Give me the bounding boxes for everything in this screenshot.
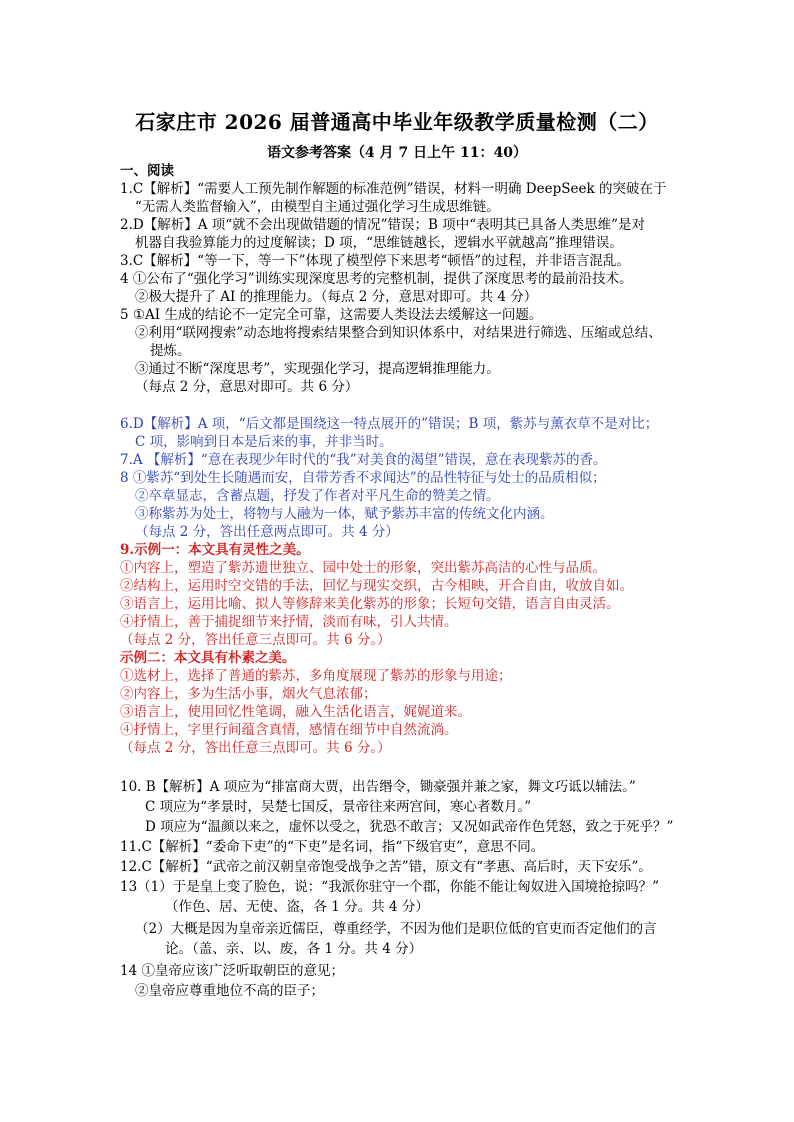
answer-q9-point2: ②结构上，运用时空交错的手法，回忆与现实交织，古今相映，开合自由，收放自如。 — [120, 578, 633, 594]
answer-q9-example1-heading: 9.示例一：本文具有灵性之美。 — [120, 542, 310, 558]
answer-q6-line2: C 项，影响到日本是后来的事，并非当时。 — [135, 434, 393, 450]
answer-q4-line2: ②极大提升了 AI 的推理能力。（每点 2 分，意思对即可。共 4 分） — [135, 289, 538, 305]
answer-q14-line2: ②皇帝应尊重地位不高的臣子； — [135, 983, 324, 999]
answer-q14-line1: 14 ①皇帝应该广泛听取朝臣的意见； — [120, 963, 344, 979]
answer-q10-line2: C 项应为“孝景时，吴楚七国反，景帝往来两宫间，寒心者数月。” — [145, 799, 532, 815]
answer-q9-point6: ②内容上，多为生活小事，烟火气息浓郁； — [120, 686, 377, 702]
answer-q9-point8: ④抒情上，字里行间蕴含真情，感情在细节中自然流淌。 — [120, 722, 458, 738]
answer-q5-line2: ②利用“联网搜索”动态地将搜索结果整合到知识体系中，对结果进行筛选、压缩或总结、 — [135, 325, 662, 341]
answer-q9-example2-heading: 示例二：本文具有朴素之美。 — [120, 650, 296, 666]
answer-q8-line1: 8 ①紫苏“到处生长随遇而安，自带芳香不求闻达”的品性特征与处士的品质相似； — [120, 470, 606, 486]
answer-q7: 7.A 【解析】“意在表现少年时代的“我”对美食的渴望”错误，意在表现紫苏的香。 — [120, 452, 607, 468]
answer-q10-line1: 10. B【解析】A 项应为“排富商大贾，出告缗令，锄豪强并兼之家，舞文巧诋以辅法。” — [120, 779, 636, 795]
answer-q6-line1: 6.D【解析】A 项，“后文都是围绕这一特点展开的”错误；B 项，紫苏与薰衣草不是对比； — [120, 416, 659, 432]
answer-q12: 12.C【解析】“武帝之前汉朝皇帝饱受战争之苦”错，原文有“孝惠、高后时，天下安乐”。 — [120, 859, 652, 875]
answer-q11: 11.C【解析】“委命下吏”的“下吏”是名词，指“下级官吏”，意思不同。 — [120, 839, 545, 855]
answer-q5-line1: 5 ①AI 生成的结论不一定完全可靠，这需要人类设法去缓解这一问题。 — [120, 307, 543, 323]
page-subtitle: 语文参考答案（4 月 7 日上午 11：40） — [267, 145, 527, 161]
answer-q13-part2: （2）大概是因为皇帝亲近儒臣，尊重经学，不因为他们是职位低的官吏而否定他们的言 — [135, 921, 657, 937]
answer-q4-line1: 4 ①公布了“强化学习”训练实现深度思考的完整机制，提供了深度思考的最前沿技术。 — [120, 271, 633, 287]
answer-q10-line3: D 项应为“温颜以来之，虚怀以受之，犹恐不敢言；又况如武帝作色凭怒，致之于死乎？” — [145, 819, 674, 835]
answer-q9-point3: ③语言上，运用比喻、拟人等修辞来美化紫苏的形象；长短句交错，语言自由灵活。 — [120, 596, 620, 612]
answer-q1-line2: “无需人类监督输入”，由模型自主通过强化学习生成思维链。 — [135, 199, 500, 215]
answer-q8-scoring: （每点 2 分，答出任意两点即可。共 4 分） — [135, 524, 399, 540]
answer-q5-line4: ③通过不断“深度思考”，实现强化学习，提高逻辑推理能力。 — [135, 361, 500, 377]
answer-q3: 3.C【解析】“等一下，等一下”体现了模型停下来思考“顿悟”的过程，并非语言混乱。 — [120, 253, 630, 269]
answer-q9-point5: ①选材上，选择了普通的紫苏，多角度展现了紫苏的形象与用途； — [120, 668, 512, 684]
answer-q9-point1: ①内容上，塑造了紫苏遗世独立、园中处士的形象，突出紫苏高洁的心性与品质。 — [120, 560, 606, 576]
answer-q13-part1-scoring: （作色、居、无使、盗，各 1 分。共 4 分） — [165, 899, 429, 915]
answer-q5-scoring: （每点 2 分，意思对即可。共 6 分） — [135, 379, 359, 395]
answer-q13-part1: 13（1）于是皇上变了脸色，说：“我派你驻守一个郡，你能不能让匈奴进入国境抢掠吗？” — [120, 879, 660, 895]
answer-q5-line3: 提炼。 — [150, 343, 191, 359]
answer-q2-line2: 机器自我验算能力的过度解读；D 项，“思维链越长，逻辑水平就越高”推理错误。 — [135, 235, 623, 251]
answer-q8-line3: ③称紫苏为处士，将物与人融为一体，赋予紫苏丰富的传统文化内涵。 — [135, 506, 554, 522]
answer-q9-scoring2: （每点 2 分，答出任意三点即可。共 6 分。） — [120, 740, 391, 756]
answer-q9-point4: ④抒情上，善于捕捉细节来抒情，淡而有味，引人共情。 — [120, 614, 458, 630]
answer-q2-line1: 2.D【解析】A 项“就不会出现做错题的情况”错误；B 项中“表明其已具备人类思维”是对 — [120, 217, 646, 233]
answer-q9-scoring1: （每点 2 分，答出任意三点即可。共 6 分。） — [120, 632, 391, 648]
answer-q1-line1: 1.C【解析】“需要人工预先制作解题的标准范例”错误，材料一明确 DeepSeek 的突破在于 — [120, 181, 667, 197]
page-title: 石家庄市 2026 届普通高中毕业年级教学质量检测（二） — [135, 110, 659, 134]
answer-q8-line2: ②卒章显志，含蓄点题，抒发了作者对平凡生命的赞美之情。 — [135, 488, 500, 504]
answer-q9-point7: ③语言上，使用回忆性笔调，融入生活化语言，娓娓道来。 — [120, 704, 471, 720]
answer-q13-part2-scoring: 论。（盖、亲、以、废，各 1 分。共 4 分） — [165, 941, 423, 957]
section-heading-reading: 一、阅读 — [120, 163, 174, 179]
